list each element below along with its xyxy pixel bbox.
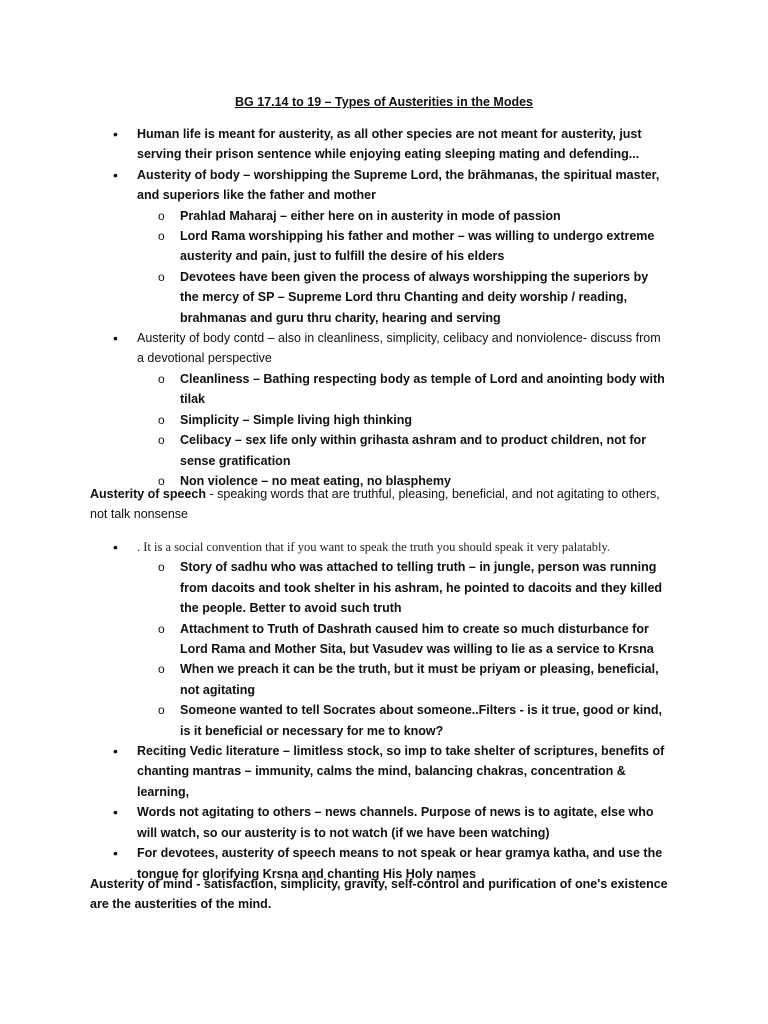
item-text: – limitless stock, so imp to take shelter of scriptures, benefits of chanting mantras – immunity, calms the mind, balancing chakras, concentration & learning,	[137, 744, 665, 799]
list-item	[0, 802, 667, 843]
sub-bullet-icon: o	[158, 621, 165, 636]
list-item	[0, 124, 667, 165]
sub-bullet-icon: o	[158, 229, 165, 244]
sub-bullet-icon: o	[158, 412, 165, 427]
sub-list-item	[0, 369, 670, 410]
sub-list-item	[0, 619, 670, 660]
mind-text: - satisfaction, simplicity, gravity, self-control and purification of one's existence are the austerities of the mind.	[90, 877, 668, 912]
bullet-icon: •	[113, 804, 118, 821]
sub-item-text: Non violence – no meat eating, no blasphemy	[180, 473, 451, 488]
item-bold-text: Austerity of body	[137, 167, 240, 182]
sub-item-text: When we preach it can be the truth, but it must be priyam or pleasing, beneficial, not agitating	[180, 662, 659, 697]
sub-list-item	[0, 206, 670, 226]
speech-section	[0, 537, 768, 884]
speech-text: - speaking words that are truthful, pleasing, beneficial, and not agitating to others, not talk nonsense	[90, 487, 660, 522]
sub-list-item	[0, 700, 670, 741]
bullet-icon: •	[113, 330, 118, 347]
bullet-icon: •	[113, 126, 118, 142]
sub-item-text: Story of sadhu who was attached to telling truth – in jungle, person was running from dacoits and took shelter in his ashram, he pointed to dacoits and they killed the people. Better to avoid such truth	[180, 560, 663, 616]
item-text: – news channels. Purpose of news is to agitate, else who will watch, so our austerity is to not watch (if we have been watching)	[137, 805, 654, 840]
item-bold-text: For devotees, austerity of speech means to not speak or hear gramya katha, and use the tongue for glorifying Krsna and chanting His Holy names	[137, 846, 663, 881]
item-text: . It is a social convention that if you want to speak the truth you should speak it very palatably.	[137, 540, 611, 554]
item-bold-text: Human life is meant for austerity, as all other species are not meant for austerity, just serving their prison sentence while enjoying eating sleeping mating and defending...	[137, 127, 642, 162]
sub-bullet-icon: o	[158, 473, 165, 488]
sub-bullet-icon: o	[158, 371, 165, 386]
sub-item-text: Devotees have been given the process of always worshipping the superiors by the mercy of SP – Supreme Lord thru Chanting and deity worship / reading, brahmanas and guru thru charity, hearing and serving	[180, 269, 649, 325]
mind-heading: Austerity of mind	[90, 877, 193, 891]
mind-paragraph	[90, 874, 680, 915]
sub-bullet-icon: o	[158, 662, 165, 677]
speech-paragraph	[90, 484, 680, 525]
bullet-icon: •	[113, 845, 118, 862]
list-item	[0, 165, 667, 206]
sub-bullet-icon: o	[158, 703, 165, 718]
list-item	[0, 741, 667, 802]
sub-item-text: Someone wanted to tell Socrates about someone..Filters - is it true, good or kind, is it beneficial or necessary for me to know?	[180, 703, 663, 738]
bullet-icon: •	[113, 166, 118, 183]
sub-bullet-icon: o	[158, 560, 165, 575]
sub-list-item	[0, 226, 670, 267]
sub-item-text: Lord Rama worshipping his father and mother – was willing to undergo extreme austerity and pain, just to fulfill the desire of his elders	[180, 229, 655, 264]
item-text: Austerity of body contd – also in cleanliness, simplicity, celibacy and nonviolence- discuss from a devotional perspective	[137, 331, 661, 366]
item-bold-text: Words not agitating to others	[137, 805, 312, 820]
speech-heading: Austerity of speech	[90, 487, 207, 501]
item-text: – worshipping the Supreme Lord, the brāhmanas, the spiritual master, and superiors like the father and mother	[137, 167, 660, 203]
sub-list-item	[0, 430, 670, 471]
sub-list-item	[0, 557, 670, 618]
sub-item-text: Prahlad Maharaj – either here on in austerity in mode of passion	[180, 208, 561, 223]
sub-item-text: Cleanliness – Bathing respecting body as temple of Lord and anointing body with tilak	[180, 371, 665, 407]
sub-bullet-icon: o	[158, 208, 165, 223]
bullet-icon: •	[113, 539, 118, 555]
list-item	[0, 537, 667, 557]
body-austerity-section	[0, 124, 768, 491]
sub-list-item	[0, 410, 670, 430]
page-title: BG 17.14 to 19 – Types of Austerities in the Modes	[235, 95, 533, 109]
sub-bullet-icon: o	[158, 433, 165, 448]
sub-list-item	[0, 267, 670, 328]
sub-item-text: Celibacy – sex life only within grihasta ashram and to product children, not for sense gratification	[180, 433, 647, 468]
sub-bullet-icon: o	[158, 269, 165, 284]
list-item	[0, 328, 667, 369]
sub-item-text: Simplicity – Simple living high thinking	[180, 412, 412, 427]
item-bold-text: Reciting Vedic literature	[137, 744, 280, 759]
bullet-icon: •	[113, 743, 118, 760]
sub-item-text: Attachment to Truth of Dashrath caused him to create so much disturbance for Lord Rama and Mother Sita, but Vasudev was willing to lie as a service to Krsna	[180, 621, 654, 657]
sub-list-item	[0, 659, 670, 700]
